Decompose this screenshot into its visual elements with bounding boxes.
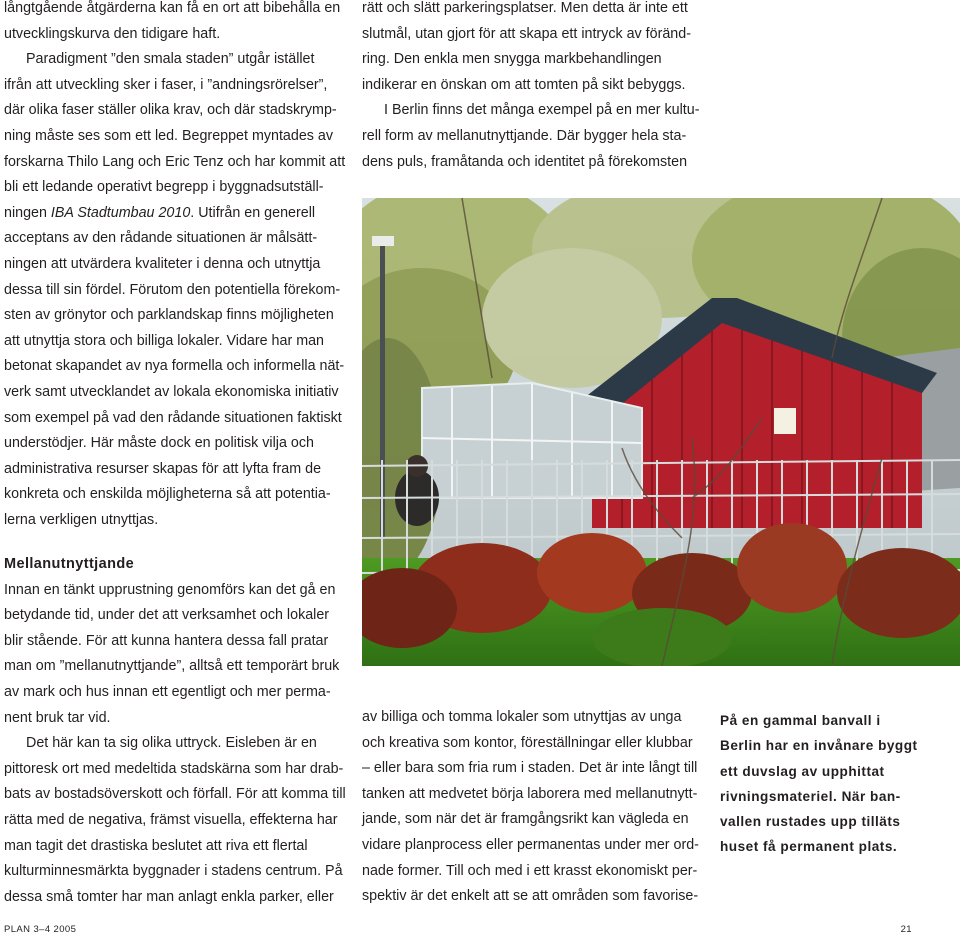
body-text: . Utifrån en generell: [190, 204, 316, 221]
photo-illustration: [362, 198, 960, 666]
body-line: Det här kan ta sig olika uttryck. Eisleben är en: [26, 735, 317, 752]
body-line: – eller bara som fria rum i staden. Det är inte långt till: [362, 760, 698, 777]
body-line: där olika faser ställer olika krav, och där stadskrymp-: [4, 102, 337, 119]
body-line: dens puls, framåtanda och identitet på förekomsten: [362, 153, 688, 170]
body-line: betydande tid, under det att verksamhet och lokaler: [4, 607, 330, 624]
body-line: utvecklingskurva den tidigare haft.: [4, 25, 221, 42]
body-line: dessa små tomter har man anlagt enkla parker, eller: [4, 888, 334, 905]
body-line: I Berlin finns det många exempel på en mer kultu-: [384, 102, 700, 119]
caption-line: ett duvslag av upphittat: [720, 763, 885, 779]
body-line: acceptans av den rådande situationen är målsätt-: [4, 230, 318, 247]
body-line: bli ett ledande operativt begrepp i byggnadsutställ-: [4, 179, 324, 196]
body-line: indikerar en önskan om att tomten på sikt bebyggs.: [362, 76, 686, 93]
body-line: nent bruk tar vid.: [4, 709, 111, 726]
caption-line: På en gammal banvall i: [720, 713, 881, 728]
body-line: rell form av mellanutnyttjande. Där bygger hela sta-: [362, 127, 687, 144]
caption-line: huset få permanent plats.: [720, 839, 898, 855]
body-line: dessa till sin fördel. Förutom den potentiella förekom-: [4, 281, 341, 298]
body-line: lerna verkligen utnyttjas.: [4, 511, 159, 528]
footer-publication: PLAN 3–4 2005: [4, 924, 77, 935]
body-line: blir stående. För att kunna hantera dessa fall pratar: [4, 632, 329, 649]
body-line: konkreta och enskilda möjligheterna så att potentia-: [4, 486, 331, 503]
body-line: kulturminnesmärkta byggnader i stadens centrum. På: [4, 863, 343, 880]
body-line: som exempel på vad den rådande situationen faktiskt: [4, 409, 342, 426]
body-line: rätt och slätt parkeringsplatser. Men detta är inte ett: [362, 0, 688, 16]
body-line: spektiv är det enkelt att se att områden som favorise-: [362, 888, 699, 905]
middle-column-bottom: [362, 705, 702, 910]
body-line: tanken att medvetet börja laborera med mellanutnytt-: [362, 785, 698, 802]
body-line: att utnyttja stora och billiga lokaler. Vidare har man: [4, 332, 325, 349]
left-column-bottom: [4, 552, 346, 910]
body-line: pittoresk ort med medeltida stadskärna som har drab-: [4, 760, 344, 777]
body-line: understödjer. Här måste dock en politisk vilja och: [4, 435, 314, 452]
body-line: nade former. Till och med i ett krasst ekonomiskt per-: [362, 862, 698, 879]
body-line: bats av bostadsöverskott och förfall. För att komma till: [4, 786, 346, 803]
body-line: långtgående åtgärderna kan få en ort att bibehålla en: [4, 0, 341, 16]
body-line: och kreativa som kontor, föreställningar eller klubbar: [362, 734, 693, 751]
body-line: betonat skapandet av nya formella och informella nät-: [4, 358, 345, 375]
body-line: verk samt utvecklandet av lokala ekonomiska initiativ: [4, 383, 339, 400]
caption-line: vallen rustades upp tilläts: [720, 814, 901, 830]
body-line: administrativa resurser skapas för att lyfta fram de: [4, 460, 322, 477]
italic-title: IBA Stadtumbau 2010: [50, 204, 191, 221]
body-line: sten av grönytor och parklandskap finns möjligheten: [4, 307, 334, 324]
body-line: Paradigment ”den smala staden” utgår istället: [26, 51, 315, 68]
body-line: man tagit det drastiska beslutet att riva ett flertal: [4, 837, 308, 854]
photo-dovecote-image: [362, 198, 960, 666]
caption-line: Berlin har en invånare byggt: [720, 738, 918, 754]
left-column-top: [4, 0, 346, 533]
body-line: ning måste ses som ett led. Begreppet myntades av: [4, 127, 334, 144]
body-line: av mark och hus innan ett egentligt och mer perma-: [4, 683, 331, 700]
body-line: ifrån att utveckling sker i faser, i ”andningsrörelser”,: [4, 76, 328, 93]
body-line: ningen att utvärdera kvaliteter i denna och utnyttja: [4, 255, 321, 272]
page-number: 21: [900, 924, 912, 935]
body-line: av billiga och tomma lokaler som utnyttjas av unga: [362, 709, 682, 725]
middle-column-top: [362, 0, 702, 175]
body-line: Innan en tänkt upprustning genomförs kan det gå en: [4, 581, 336, 598]
body-text: ningen: [4, 204, 51, 221]
body-line: rätta med de negativa, främst visuella, effekterna har: [4, 811, 338, 828]
caption-line: rivningsmateriel. När ban-: [720, 788, 901, 804]
body-line: vidare planprocess eller permanentas under mer ord-: [362, 836, 699, 853]
body-line: slutmål, utan gjort för att skapa ett intryck av föränd-: [362, 25, 691, 42]
body-line: jande, som när det är framgångsrikt kan vägleda en: [362, 811, 689, 828]
body-line: man om ”mellanutnyttjande”, alltså ett temporärt bruk: [4, 658, 340, 675]
body-line: ring. Den enkla men snygga markbehandlingen: [362, 51, 662, 68]
section-heading: Mellanutnyttjande: [4, 556, 135, 572]
body-line-with-italic: [4, 201, 340, 227]
body-line: forskarna Thilo Lang och Eric Tenz och har kommit att: [4, 153, 346, 170]
photo-caption: [720, 708, 950, 860]
